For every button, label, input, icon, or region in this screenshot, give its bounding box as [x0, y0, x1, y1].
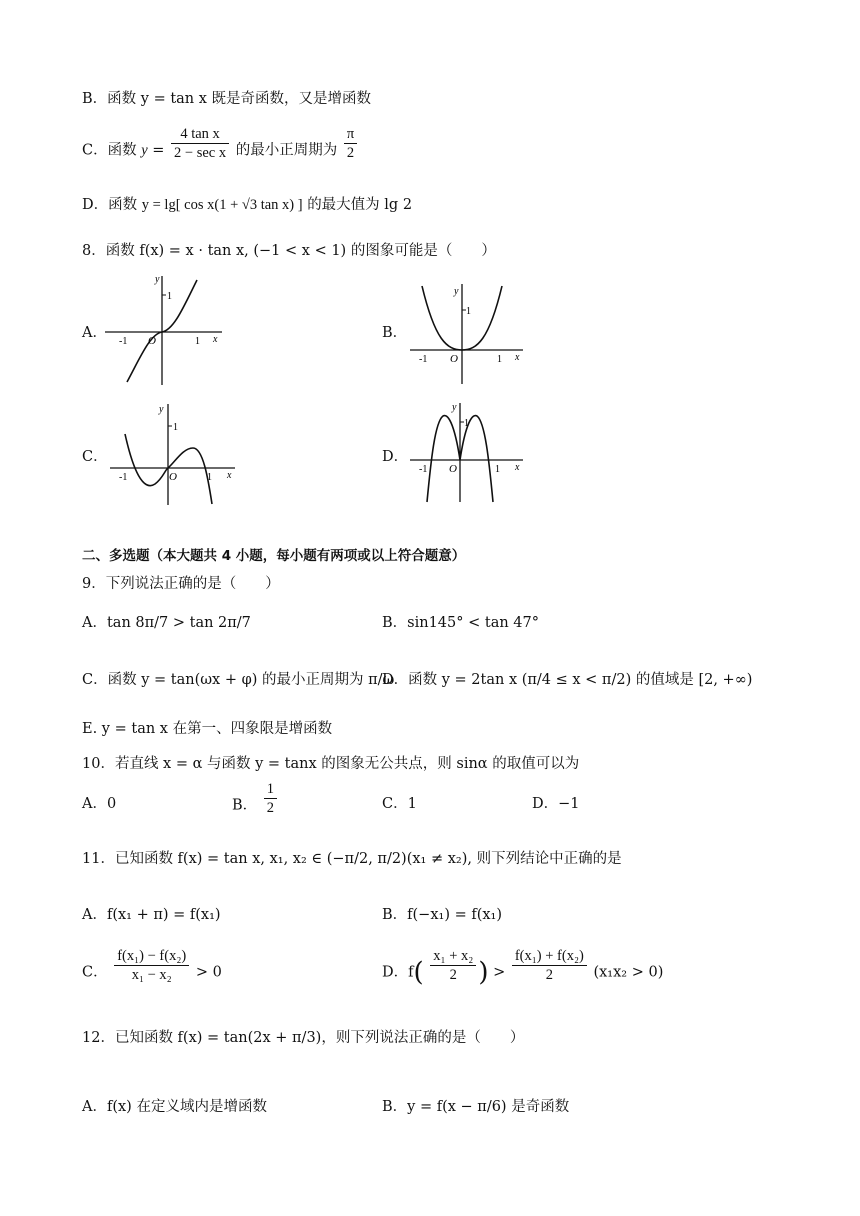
- q12-option-b: B．y = f(x − π/6) 是奇函数: [382, 1099, 570, 1115]
- q7-option-d: D．函数 y = lg[ cos x(1 + √3 tan x) ] 的最大值为 lg 2: [82, 197, 413, 213]
- q7-c-fraction: $\frac{\text{4 tan x}}{\text{2 − sec x}}$: [171, 125, 229, 162]
- q7-c-period: $\frac{\pi}{2}$: [344, 125, 357, 162]
- tick-neg-1: -1: [419, 354, 428, 365]
- tick-neg-1: -1: [119, 336, 128, 347]
- q10-option-b: B． $\frac{1}{2}$: [232, 794, 279, 817]
- tick-1: 1: [207, 472, 212, 483]
- tick-1: 1: [464, 418, 469, 429]
- origin-label: O: [450, 353, 458, 365]
- origin-label: O: [169, 471, 177, 483]
- q11-option-c: C． $\frac{\text{f(x₁) − f(x₂)}}{\text{x₁ − x₂}}$ > 0: [82, 948, 222, 983]
- q7-d-expr: y = lg[ cos x(1 + √3 tan x) ]: [141, 197, 303, 213]
- axis-y-label: y: [452, 402, 457, 413]
- q8-graph-d: [405, 400, 530, 505]
- tick-1: 1: [173, 422, 178, 433]
- axis-y-label: y: [454, 286, 459, 297]
- axis-y-label: y: [155, 274, 160, 285]
- q11-option-a: A．f(x₁ + π) = f(x₁): [82, 907, 221, 923]
- q8-label-c: C．: [82, 449, 108, 465]
- q8-graph-c: [105, 400, 240, 508]
- q7-option-c: C．函数 y = $\frac{\text{4 tan x}}{\text{2 − sec x}}$ 的最小正周期为 $\frac{\pi}{2}$: [82, 139, 359, 162]
- tick-1: 1: [466, 306, 471, 317]
- q10-stem: 10．若直线 x = α 与函数 y = tanx 的图象无公共点，则 sinα 的取值可以为: [82, 756, 580, 772]
- axis-x-label: x: [227, 470, 232, 481]
- q11-option-d: D．f( $\frac{\text{x₁ + x₂}}{2}$ ) > $\frac{\text{f(x₁) + f(x₂)}}{2}$ (x₁x₂ > 0): [382, 948, 664, 988]
- origin-label: O: [449, 463, 457, 475]
- q7-option-b: B．函数 y = tan x 既是奇函数，又是增函数: [82, 91, 372, 107]
- q8-graph-b: [405, 280, 530, 388]
- section-heading: 二、多选题（本大题共 4 小题，每小题有两项或以上符合题意）: [82, 548, 466, 564]
- q8-graph-a: [100, 270, 230, 388]
- tick-1: 1: [167, 291, 172, 302]
- q11-stem: 11．已知函数 f(x) = tan x, x₁, x₂ ∈ (−π/2, π/2)(x₁ ≠ x₂), 则下列结论中正确的是: [82, 851, 622, 867]
- q8-label-a: A．: [82, 325, 107, 341]
- q8-label-d: D．: [382, 449, 409, 465]
- q11-option-b: B．f(−x₁) = f(x₁): [382, 907, 503, 923]
- axis-x-label: x: [213, 334, 218, 345]
- q8-label-b: B．: [382, 325, 408, 341]
- q7-c-mid: 的最小正周期为: [235, 142, 338, 159]
- q12-stem: 12．已知函数 f(x) = tan(2x + π/3)，则下列说法正确的是（ ）: [82, 1030, 525, 1046]
- q9-option-b: B．sin145° < tan 47°: [382, 615, 539, 631]
- q12-option-a: A．f(x) 在定义域内是增函数: [82, 1099, 267, 1115]
- axis-x-label: x: [515, 462, 520, 473]
- tick-1: 1: [497, 354, 502, 365]
- q9-option-d: D．函数 y = 2tan x (π/4 ≤ x < π/2) 的值域是 [2, +∞): [382, 672, 753, 688]
- axis-y-label: y: [159, 404, 164, 415]
- axis-x-label: x: [515, 352, 520, 363]
- tick-1: 1: [495, 464, 500, 475]
- q9-option-a: A．tan 8π/7 > tan 2π/7: [82, 615, 251, 631]
- tick-1: 1: [195, 336, 200, 347]
- q8-stem: 8．函数 f(x) = x · tan x, (−1 < x < 1) 的图象可能是（ ）: [82, 243, 496, 259]
- q9-option-e: E. y = tan x 在第一、四象限是增函数: [82, 721, 333, 737]
- origin-label: O: [148, 335, 156, 347]
- q9-option-c: C．函数 y = tan(ωx + φ) 的最小正周期为 π/ω: [82, 672, 395, 688]
- tick-neg-1: -1: [419, 464, 428, 475]
- q10-option-a: A．0: [82, 796, 117, 812]
- q9-stem: 9．下列说法正确的是（ ）: [82, 576, 280, 592]
- q10-option-d: D．−1: [532, 796, 580, 812]
- tick-neg-1: -1: [119, 472, 128, 483]
- q7-c-prefix: C．函数: [82, 142, 137, 159]
- q10-option-c: C．1: [382, 796, 417, 812]
